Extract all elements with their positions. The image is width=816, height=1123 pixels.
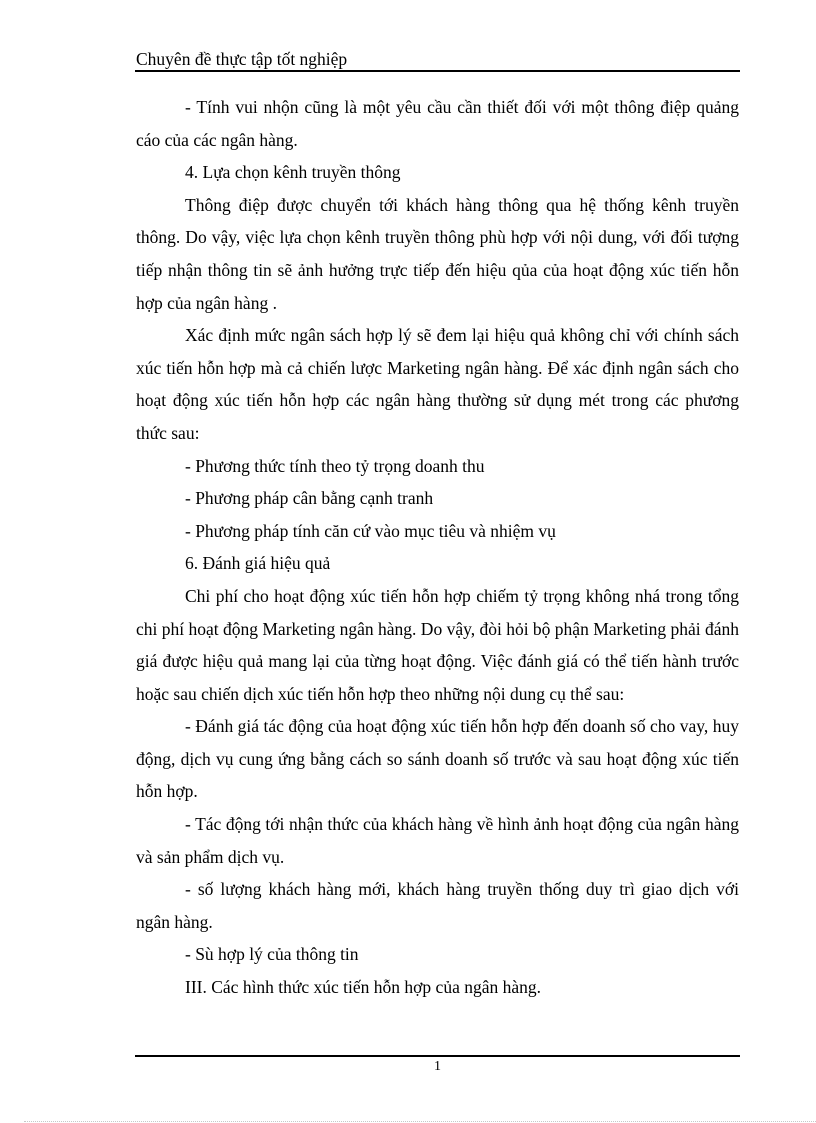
paragraph-communication-channels: Thông điệp được chuyển tới khách hàng thông qua hệ thống kênh truyền thông. Do vậy, việc lựa chọn kênh truyền thông phù hợp với nội dung, với đối tượng tiếp nhận thông tin sẽ ảnh hưởng trực tiếp đến hiệu qủa của hoạt động xúc tiến hỗn hợp của ngân hàng . bbox=[136, 194, 739, 313]
list-item-objective-method: - Phương pháp tính căn cứ vào mục tiêu và nhiệm vụ bbox=[185, 520, 556, 541]
heading-channel-selection: 4. Lựa chọn kênh truyền thông bbox=[185, 162, 401, 183]
paragraph-budget: Xác định mức ngân sách hợp lý sẽ đem lại hiệu quả không chỉ với chính sách xúc tiến hỗn hợp mà cả chiến lược Marketing ngân hàng. Để xác định ngân sách cho hoạt động xúc tiến hỗn hợp các ngân hàng thường sử dụng mét trong các phương thức sau: bbox=[136, 325, 739, 443]
list-item-sales-impact: - Đánh giá tác động của hoạt động xúc tiến hỗn hợp đến doanh số cho vay, huy động, dịch vụ cung ứng bằng cách so sánh doanh số trước và sau hoạt động xúc tiến hỗn hợp. bbox=[136, 716, 739, 802]
list-item-competitive-method: - Phương pháp cân bằng cạnh tranh bbox=[185, 488, 434, 509]
list-item-customer-perception: - Tác động tới nhận thức của khách hàng về hình ảnh hoạt động của ngân hàng và sản phẩm dịch vụ. bbox=[136, 814, 739, 867]
page-number: 1 bbox=[434, 1059, 441, 1074]
list-item-customer-count: - số lượng khách hàng mới, khách hàng truyền thống duy trì giao dịch với ngân hàng. bbox=[136, 879, 739, 932]
header-rule bbox=[135, 70, 740, 72]
list-item-information-rationality: - Sù hợp lý của thông tin bbox=[185, 944, 359, 965]
list-item-revenue-method: - Phương thức tính theo tỷ trọng doanh thu bbox=[185, 455, 485, 476]
document-body bbox=[136, 91, 739, 1004]
heading-effectiveness-evaluation: 6. Đánh giá hiệu quả bbox=[185, 553, 331, 574]
paragraph-costs: Chi phí cho hoạt động xúc tiến hỗn hợp chiếm tỷ trọng không nhá trong tổng chi phí hoạt động Marketing ngân hàng. Do vậy, đòi hỏi bộ phận Marketing phải đánh giá được hiệu quả mang lại của từng hoạt động. Việc đánh giá có thể tiến hành trước hoặc sau chiến dịch xúc tiến hỗn hợp theo những nội dung cụ thể sau: bbox=[136, 585, 739, 704]
header-title: Chuyên đề thực tập tốt nghiệp bbox=[136, 49, 348, 69]
heading-promotion-forms: III. Các hình thức xúc tiến hỗn hợp của ngân hàng. bbox=[185, 977, 541, 998]
page-edge bbox=[24, 1121, 816, 1122]
footer-rule bbox=[135, 1055, 740, 1057]
paragraph-humor-requirement: - Tính vui nhộn cũng là một yêu cầu cần thiết đối với một thông điệp quảng cáo của các ngân hàng. bbox=[136, 97, 739, 150]
